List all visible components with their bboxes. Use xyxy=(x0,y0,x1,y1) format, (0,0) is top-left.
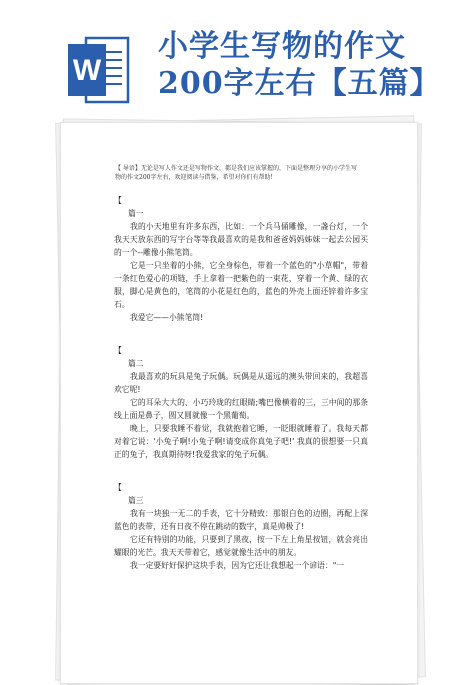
section-bracket: 【 xyxy=(114,196,122,205)
svg-text:W: W xyxy=(72,54,102,87)
document-title xyxy=(158,28,441,102)
section-label: 篇一 xyxy=(128,209,144,218)
paragraph: 我的小天地里有许多东西，比如：一个兵马俑雕像，一盏台灯，一个我天天放东西的写字台等等我最喜欢的是我和爸爸妈妈姊妹一起去公园买的一个--雕像小熊笔筒。 xyxy=(114,222,368,257)
section-label: 篇三 xyxy=(128,496,144,505)
intro-paragraph: 【 导语】无论是写人作文还是写物作文，都是我们应该掌握的，下面是整理分享的小学生写物的作文200字左右，欢迎阅读与借鉴，希望对你们有帮助! xyxy=(115,165,357,181)
word-icon xyxy=(68,34,130,106)
paragraph: 它的耳朵大大的、小巧玲珑的红眼睛;嘴巴像横着的三，三中间的那条线上面是鼻子，圆又圆就像一个黑葡萄。 xyxy=(114,398,368,420)
document-body xyxy=(114,194,368,572)
paragraph: 晚上，只要我睡不着觉，我就抱着它睡，一眨眼就睡着了。我每天都对着它说：'小兔子啊!小兔子啊!请变成你真兔子吧!' 我真的很想要一只真正的兔子，我真期待呀!我爱我家的兔子玩偶。 xyxy=(114,424,368,459)
title-line-2: 200字左右【五篇】 xyxy=(158,66,441,101)
section-bracket: 【 xyxy=(114,346,122,355)
paragraph: 我一定要好好保护这块手表，因为它还让我想起一个谚语："一 xyxy=(130,561,345,570)
paragraph: 它还有特别的功能，只要到了黑夜，按一下左上角星按钮，就会亮出耀眼的光芒。我天天带着它，感觉就像生活中的朋友。 xyxy=(114,535,368,557)
title-line-1: 小学生写物的作文 xyxy=(158,29,406,64)
paragraph: 我最喜欢的玩具是兔子玩偶。玩偶是从遥远的澳头带回来的，我超喜欢它呢! xyxy=(114,372,368,394)
paragraph: 它是一只坐着的小熊，它全身棕色，带着一个蓝色的"小草帽"，带着一条红色爱心的项链，手上拿着一把紫色的一束花，穿着一个黄、绿的衣服，脚心是黄色的，笔筒的小花是红色的，蓝色的外壳上面还锌着许多宝石。 xyxy=(114,261,368,309)
section-label: 篇二 xyxy=(128,359,144,368)
paragraph: 我爱它——小熊笔筒! xyxy=(130,313,204,322)
header-banner xyxy=(0,0,474,120)
section-bracket: 【 xyxy=(114,483,122,492)
paragraph: 我有一块独一无二的手表，它十分精致：那银白色的边圈，再配上深蓝色的表带，还有日夜不停在跳动的数字，真是帅极了! xyxy=(114,509,368,531)
